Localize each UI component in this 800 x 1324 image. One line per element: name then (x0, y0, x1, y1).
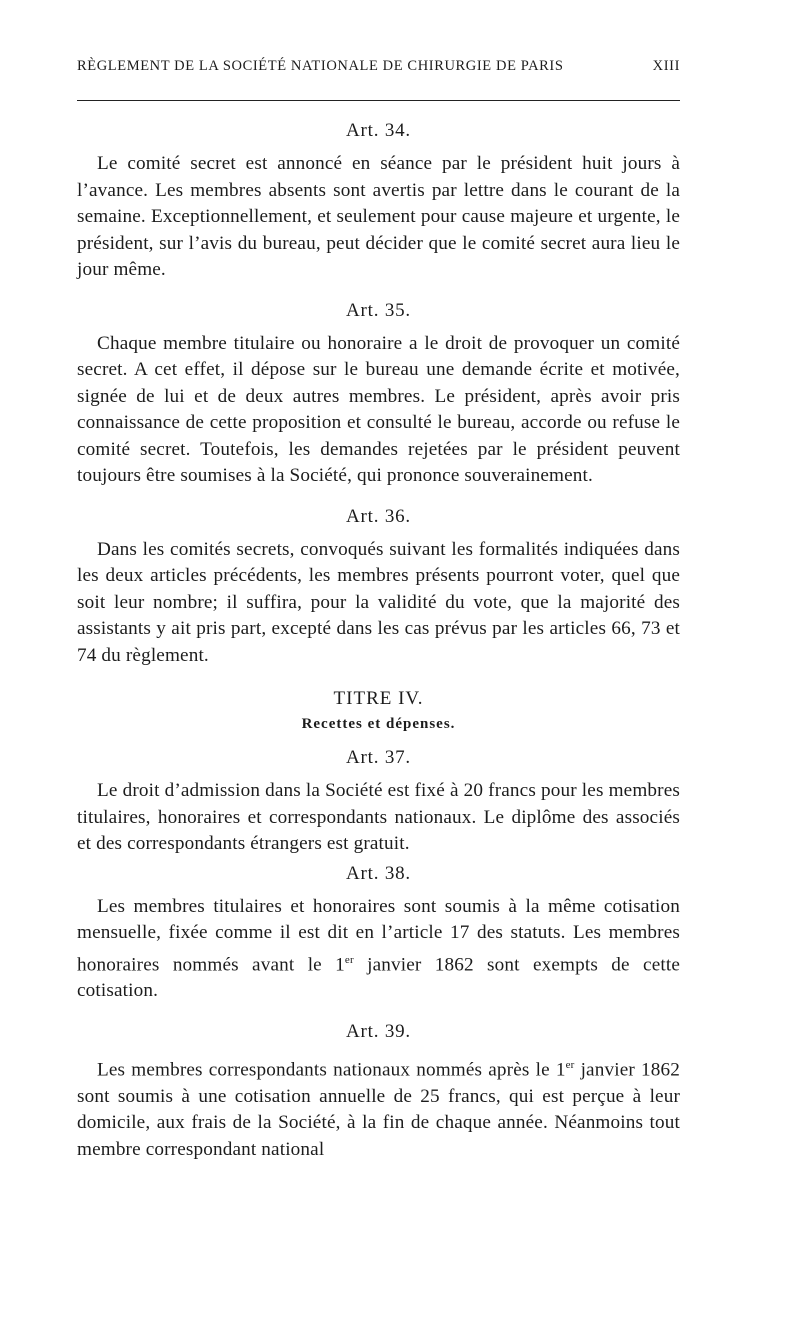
header-rule (77, 100, 680, 101)
running-title: RÈGLEMENT DE LA SOCIÉTÉ NATIONALE DE CHIRURGIE DE PARIS (77, 58, 564, 74)
article-37-heading: Art. 37. (346, 747, 411, 768)
document-page (77, 58, 680, 1163)
article-39-text-b: janvier 1862 sont soumis à une cotisation annuelle de 25 francs, qui est perçue à leur domicile, aux frais de la Société, à la fin de chaque année. Néanmoins tout membre correspondant national (77, 1059, 680, 1160)
article-34-text: Le comité secret est annoncé en séance par le président huit jours à l’avance. Les membres absents sont avertis par lettre dans le courant de la semaine. Exceptionnellement, et seulement pour cause majeure et urgente, le président, sur l’avis du bureau, peut décider que le comité secret aura lieu le jour même. (77, 153, 680, 280)
article-39-text-a: Les membres correspondants nationaux nommés après le 1 (97, 1059, 566, 1081)
article-38-text-a: Les membres titulaires et honoraires sont soumis à la même cotisation mensuelle, fixée comme il est dit en l’article 17 des statuts. Les membres honoraires nommés avant le 1 (77, 895, 680, 975)
page-number: XIII (652, 58, 680, 74)
article-38-text (77, 894, 680, 1005)
article-38-heading: Art. 38. (346, 862, 411, 884)
article-34-heading: Art. 34. (346, 120, 411, 141)
article-38-text-b: janvier 1862 sont exempts de cette cotisation. (77, 953, 680, 1002)
article-39-text (77, 1052, 680, 1163)
article-36-heading: Art. 36. (346, 505, 411, 527)
article-39-sup: er (565, 1058, 575, 1071)
running-header (77, 58, 680, 88)
article-38-sup: er (344, 953, 354, 966)
article-35-heading: Art. 35. (346, 299, 411, 321)
article-39-heading: Art. 39. (346, 1020, 411, 1042)
section-title: TITRE IV. (333, 688, 424, 709)
article-35-text: Chaque membre titulaire ou honoraire a le droit de provoquer un comité secret. A cet effet, il dépose sur le bureau une demande écrite et motivée, signée de lui et de deux autres membres. Le président, après avoir pris connaissance de cette proposition et consulté le bureau, accorde ou refuse le comité secret. Toutefois, les demandes rejetées par le président peuvent toujours être soumises à la Société, qui prononce souverainement. (77, 332, 680, 486)
article-36-text: Dans les comités secrets, convoqués suivant les formalités indiquées dans les deux articles précédents, les membres présents pourront voter, quel que soit leur nombre; il suffira, pour la validité du vote, que la majorité des assistants y ait pris part, excepté dans les cas prévus par les articles 66, 73 et 74 du règlement. (77, 538, 680, 666)
article-37-text: Le droit d’admission dans la Société est fixé à 20 francs pour les membres titulaires, honoraires et correspondants nationaux. Le diplôme des associés et des correspondants étrangers est gratuit. (77, 780, 680, 854)
section-subtitle: Recettes et dépenses. (301, 716, 456, 732)
